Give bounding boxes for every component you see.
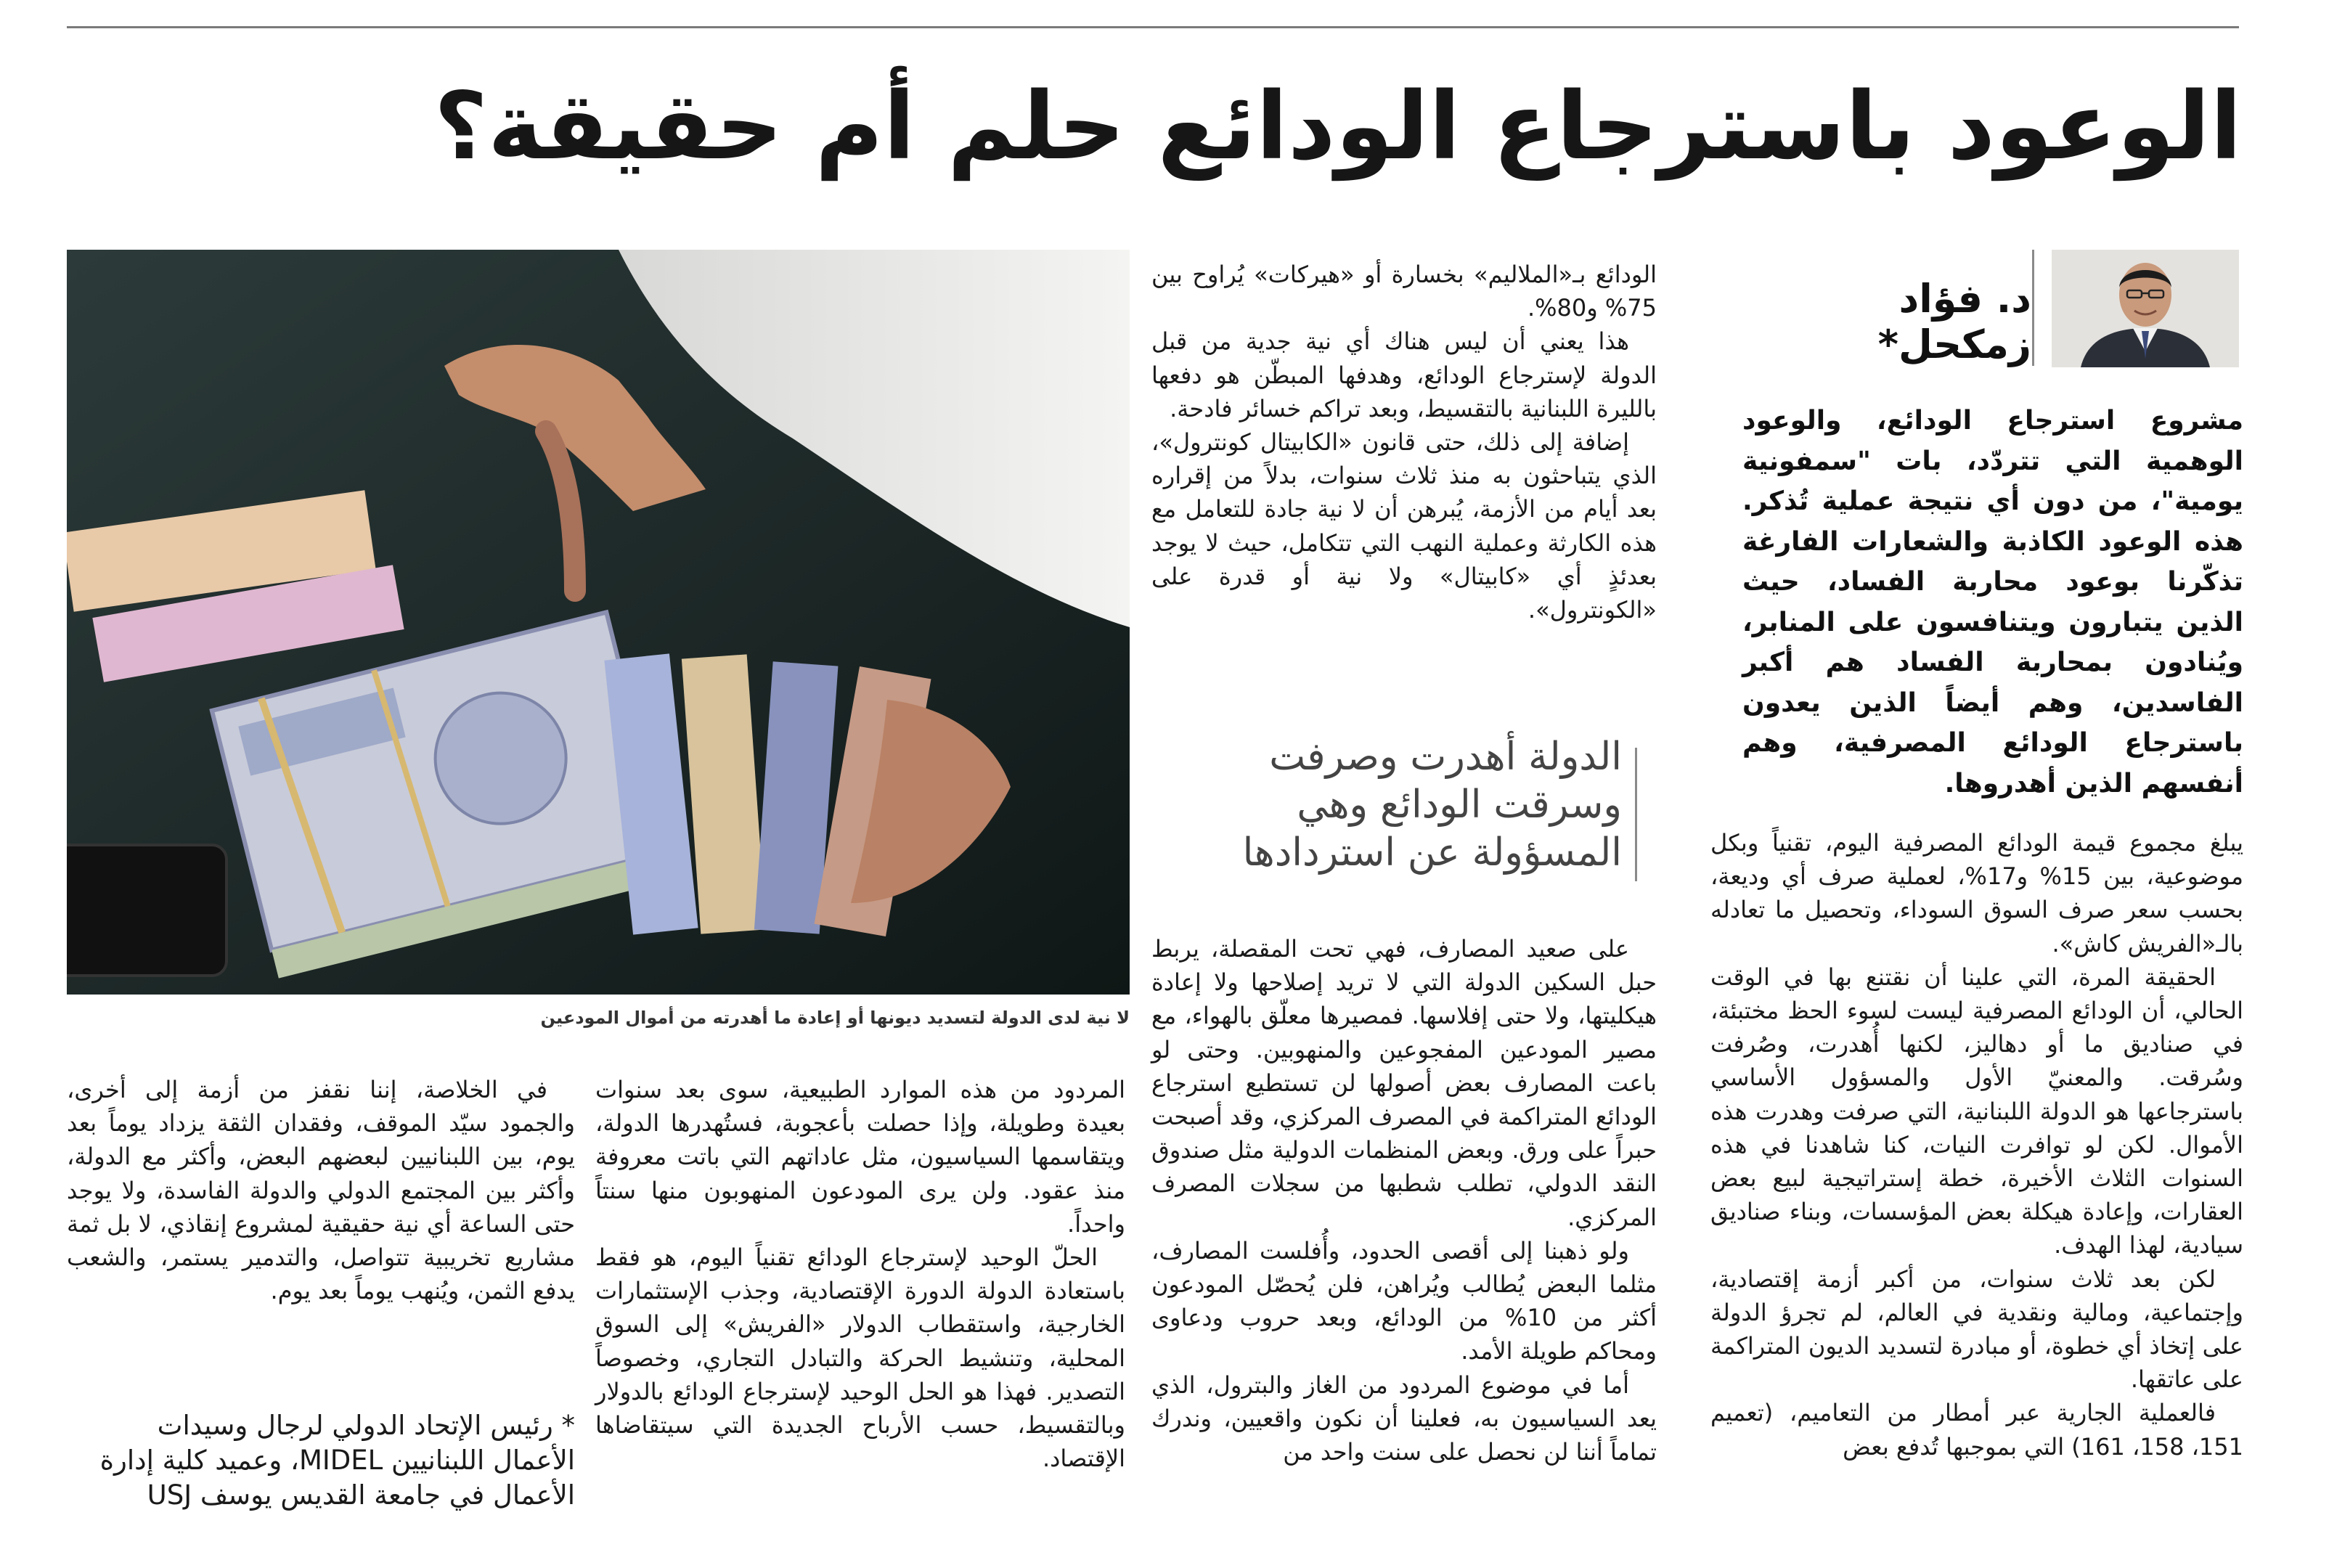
author-photo [2052,250,2239,367]
paragraph: إضافة إلى ذلك، حتى قانون «الكابيتال كونترول»، الذي يتباحثون به منذ ثلاث سنوات، بدلاً من إقراره بعد أيام من الأزمة، يُبرهن أن لا نية جادة للتعامل مع هذه الكارثة وعملية النهب التي تتكامل، حيث لا يوجد بعدئذٍ أي «كابيتال» ولا نية أو قدرة على «الكونترول». [1151,428,1657,624]
paragraph: ولو ذهبنا إلى أقصى الحدود، وأُفلست المصارف، مثلما البعض يُطالب ويُراهن، فلن يُحصّل المودعون أكثر من 10% من الودائع، وبعد حروب ودعاوى ومحاكم طويلة الأمد. [1151,1236,1657,1365]
author-portrait-icon [2052,250,2239,367]
paragraph: لكن بعد ثلاث سنوات، من أكبر أزمة إقتصادية، وإجتماعية، ومالية ونقدية في العالم، لم تجرؤ الدولة على إتخاذ أي خطوة، أو مبادرة لتسديد الديون المتراكمة على عاتقها. [1710,1265,2243,1394]
top-rule [67,26,2239,28]
author-separator [2032,250,2034,366]
paragraph: الحقيقة المرة، التي علينا أن نقتنع بها في الوقت الحالي، أن الودائع المصرفية ليست لسوء الحظ مختبئة، في صناديق ما أو دهاليز، لكنها أُهدرت، وصُرفت وسُرقت. والمعنيّ الأول والمسؤول الأساسي باسترجاعها هو الدولة اللبنانية، التي صرفت وهدرت هذه الأموال. لكن لو توافرت النيات، كنا شاهدنا في هذه السنوات الثلاث الأخيرة، خطة إستراتيجية لبيع بعض العقارات، وإعادة هيكلة بعض المؤسسات، وبناء صناديق سيادية، لهذا الهدف. [1710,963,2243,1259]
paragraph: هذا يعني أن ليس هناك أي نية جدية من قبل الدولة لإسترجاع الودائع، وهدفها المبطّن هو دفعها بالليرة اللبنانية بالتقسيط، وبعد تراكم خسائر فادحة. [1151,327,1657,422]
paragraph: المردود من هذه الموارد الطبيعية، سوى بعد سنوات بعيدة وطويلة، وإذا حصلت بأعجوبة، فستُهدرها الدولة، ويتقاسمها السياسيون، مثل عاداتهم التي باتت معروفة منذ عقود. ولن يرى المودعون المنهوبون منها سنتاً واحداً. [595,1076,1125,1238]
pullquote: الدولة أهدرت وصرفت وسرقت الودائع وهي المسؤولة عن استردادها [1242,735,1622,875]
paragraph: على صعيد المصارف، فهي تحت المقصلة، يربط حبل السكين الدولة التي لا تريد إصلاحها ولا إعادة هيكليتها، ولا حتى إفلاسها. فمصيرها معلّق بالهواء، مع مصير المودعين المفجوعين والمنهوبين. وحتى لو باعت المصارف بعض أصولها لن تستطيع استرجاع الودائع المتراكمة في المصرف المركزي، وقد أصبحت حبراً على ورق. وبعض المنظمات الدولية مثل صندوق النقد الدولي، تطلب شطبها من سجلات المصرف المركزي. [1151,935,1657,1231]
headline: الوعود باسترجاع الودائع حلم أم حقيقة؟ [433,73,2242,181]
photo-caption: لا نية لدى الدولة لتسديد ديونها أو إعادة ما أهدرته من أموال المودعين [540,1008,1130,1028]
article-column-4 [67,1073,575,1307]
paragraph: فالعملية الجارية عبر أمطار من التعاميم، (تعميم 151، 158، 161) التي بموجبها تُدفع بعض [1710,1399,2243,1461]
article-column-3 [595,1073,1125,1475]
paragraph: الودائع بـ«الملاليم» بخسارة أو «هيركات» يُراوح بين 75% و80%. [1151,261,1657,322]
author-bio: * رئيس الإتحاد الدولي لرجال وسيدات الأعمال اللبنانيين MIDEL، وعميد كلية إدارة الأعمال في جامعة القديس يوسف USJ [99,1410,575,1511]
lead-paragraph: مشروع استرجاع الودائع، والوعود الوهمية التي تتردّد، بات "سمفونية يومية"، من دون أي نتيجة عملية تُذكر. هذه الوعود الكاذبة والشعارات الفارغة تذكّرنا بوعود محاربة الفساد، حيث الذين يتبارون ويتنافسون على المنابر، ويُنادون بمحاربة الفساد هم أكبر الفاسدين، وهم أيضاً الذين يعدون باسترجاع الودائع المصرفية، وهم أنفسهم الذين أهدروها. [1742,406,2243,799]
paragraph: يبلغ مجموع قيمة الودائع المصرفية اليوم، تقنياً وبكل موضوعية، بين 15% و17%، لعملية صرف أي وديعة، بحسب سعر صرف السوق السوداء، وتحصيل ما تعادله بالـ«الفريش كاش». [1710,829,2244,957]
article-column-2-top [1151,258,1657,626]
article-photo [67,250,1130,995]
money-photo-icon [67,250,1130,995]
author-name: د. فؤاد زمكحل* [1877,276,2031,367]
article-column-2-bottom [1151,932,1657,1469]
paragraph: أما في موضوع المردود من الغاز والبترول، الذي يعد السياسيون به، فعلينا أن نكون واقعيين، وندرك تماماً أننا لن نحصل على سنت واحد من [1151,1371,1657,1466]
article-column-1 [1710,826,2243,1463]
pullquote-bar [1635,748,1637,881]
paragraph: الحلّ الوحيد لإسترجاع الودائع تقنياً اليوم، هو فقط باستعادة الدولة الدورة الإقتصادية، وجذب الإستثمارات الخارجية، واستقطاب الدولار «الفريش» إلى السوق المحلية، وتنشيط الحركة والتبادل التجاري، وخصوصاً التصدير. فهذا هو الحل الوحيد لإسترجاع الودائع بالدولار وبالتقسيط، حسب الأرباح الجديدة التي سيتقاضاها الإقتصاد. [595,1244,1125,1473]
paragraph: في الخلاصة، إننا نقفز من أزمة إلى أخرى، والجمود سيّد الموقف، وفقدان الثقة يزداد يوماً بعد يوم، بين اللبنانيين لبعضهم البعض، وأكثر مع الدولة، وأكثر بين المجتمع الدولي والدولة الفاسدة، ولا يوجد حتى الساعة أي نية حقيقية لمشروع إنقاذي، لا بل ثمة مشاريع تخريبية تتواصل، والتدمير يستمر، والشعب يدفع الثمن، ويُنهب يوماً بعد يوم. [67,1076,575,1305]
